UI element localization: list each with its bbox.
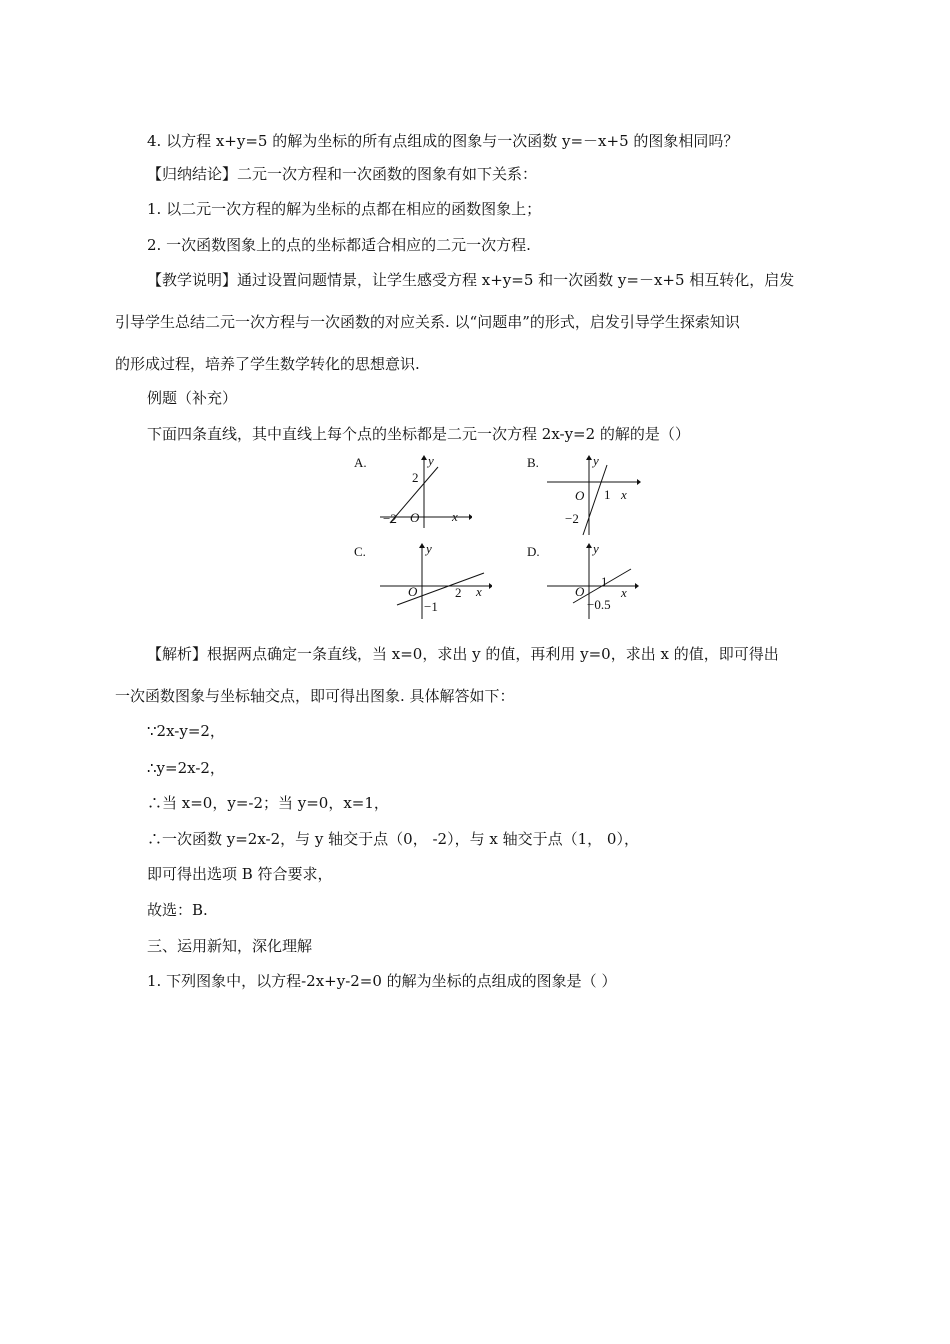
- svg-text:−2: −2: [565, 511, 579, 526]
- svg-text:y: y: [428, 453, 434, 468]
- option-c-label: C.: [354, 544, 366, 559]
- graph-option-d: [525, 541, 645, 621]
- svg-text:x: x: [452, 509, 458, 524]
- option-a-label: A.: [354, 455, 367, 470]
- svg-text:O: O: [410, 510, 420, 525]
- svg-text:x: x: [476, 584, 482, 599]
- svg-text:O: O: [575, 584, 585, 599]
- option-d-label: D.: [527, 544, 540, 559]
- svg-text:−0.5: −0.5: [587, 597, 611, 612]
- svg-text:y: y: [426, 541, 432, 556]
- conclusion-item-1: 1. 以二元一次方程的解为坐标的点都在相应的函数图象上；: [147, 200, 542, 218]
- solution-step-2: ∴y=2x-2，: [147, 759, 225, 777]
- option-b-label: B.: [527, 455, 539, 470]
- solution-step-4: ∴一次函数 y=2x-2，与 y 轴交于点（0， -2），与 x 轴交于点（1， 0），: [147, 830, 639, 848]
- svg-text:2: 2: [455, 585, 462, 600]
- svg-text:−1: −1: [424, 599, 438, 614]
- teaching-note-line-1: 【教学说明】通过设置问题情景，让学生感受方程 x+y=5 和一次函数 y=－x+5 相互转化，启发: [147, 271, 795, 289]
- solution-step-5: 即可得出选项 B 符合要求，: [147, 865, 333, 883]
- svg-text:O: O: [408, 584, 418, 599]
- example-question: 下面四条直线，其中直线上每个点的坐标都是二元一次方程 2x-y=2 的解的是（）: [147, 425, 690, 443]
- analysis-line-1: 【解析】根据两点确定一条直线，当 x=0，求出 y 的值，再利用 y=0，求出 x 的值，即可得出: [147, 645, 779, 663]
- graph-option-c: [352, 541, 492, 621]
- svg-text:y: y: [593, 541, 599, 556]
- conclusion-item-2: 2. 一次函数图象上的点的坐标都适合相应的二元一次方程.: [147, 236, 531, 254]
- conclusion-heading: 【归纳结论】二元一次方程和一次函数的图象有如下关系：: [147, 165, 538, 183]
- svg-text:2: 2: [412, 470, 419, 485]
- teaching-note-line-3: 的形成过程，培养了学生数学转化的思想意识.: [115, 355, 420, 373]
- svg-text:O: O: [575, 488, 585, 503]
- graph-option-b: [525, 453, 645, 538]
- question-4: 4. 以方程 x+y=5 的解为坐标的所有点组成的图象与一次函数 y=－x+5 的图象相同吗？: [147, 132, 739, 150]
- section-3-heading: 三、运用新知，深化理解: [147, 937, 313, 955]
- svg-text:1: 1: [601, 574, 608, 589]
- solution-step-3: ∴当 x=0，y=-2；当 y=0，x=1，: [147, 794, 389, 812]
- svg-text:x: x: [621, 585, 627, 600]
- solution-step-1: ∵2x-y=2，: [147, 722, 225, 740]
- example-heading: 例题（补充）: [147, 389, 238, 407]
- analysis-line-2: 一次函数图象与坐标轴交点，即可得出图象. 具体解答如下：: [115, 687, 515, 705]
- svg-text:−2: −2: [383, 511, 397, 526]
- solution-answer: 故选：B.: [147, 901, 208, 919]
- svg-text:1: 1: [604, 487, 611, 502]
- graph-option-a: [352, 453, 472, 528]
- teaching-note-line-2: 引导学生总结二元一次方程与一次函数的对应关系. 以“问题串”的形式，启发引导学生探索知识: [115, 313, 740, 331]
- svg-text:x: x: [621, 487, 627, 502]
- practice-question-1: 1. 下列图象中，以方程-2x+y-2=0 的解为坐标的点组成的图象是（ ）: [147, 972, 617, 990]
- svg-text:y: y: [593, 453, 599, 468]
